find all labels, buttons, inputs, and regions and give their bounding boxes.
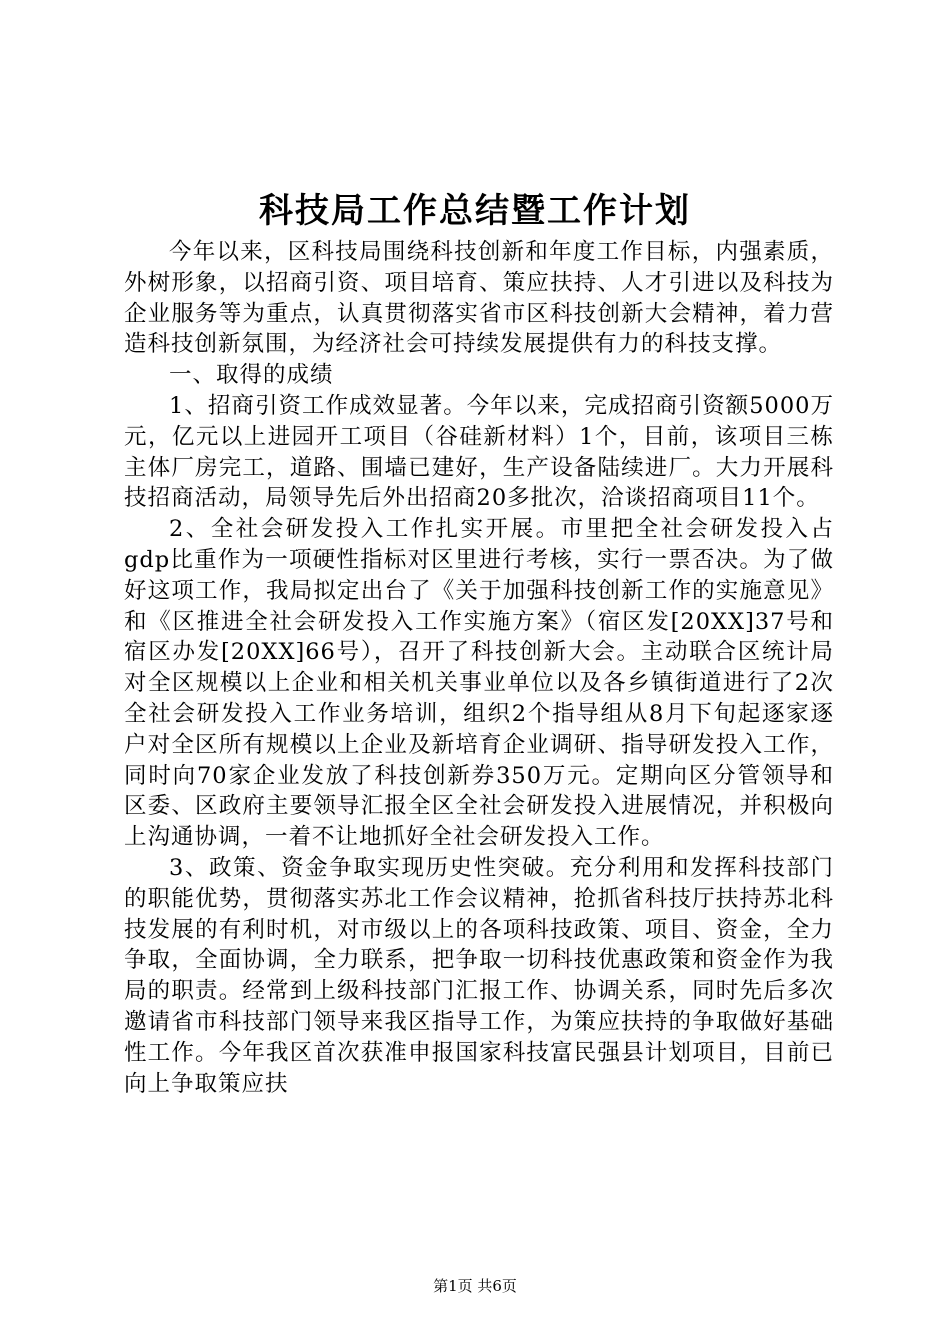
document-body xyxy=(124,237,834,1099)
paragraph-investment: 1、招商引资工作成效显著。今年以来，完成招商引资额5000万元，亿元以上进园开工项目（谷硅新材料）1个，目前，该项目三栋主体厂房完工，道路、围墙已建好，生产设备陆续进厂。大力开展科技招商活动，局领导先后外出招商20多批次，洽谈招商项目11个。 xyxy=(124,392,834,512)
document-title: 科技局工作总结暨工作计划 xyxy=(259,191,691,231)
section-heading: 一、取得的成绩 xyxy=(169,362,334,389)
page-footer: 第1页 共6页 xyxy=(433,1277,517,1295)
intro-paragraph: 今年以来，区科技局围绕科技创新和年度工作目标，内强素质，外树形象，以招商引资、项目培育、策应扶持、人才引进以及科技为企业服务等为重点，认真贯彻落实省市区科技创新大会精神，着力营造科技创新氛围，为经济社会可持续发展提供有力的科技支撑。 xyxy=(124,239,834,358)
paragraph-rnd-investment: 2、全社会研发投入工作扎实开展。市里把全社会研发投入占gdp比重作为一项硬性指标对区里进行考核，实行一票否决。为了做好这项工作，我局拟定出台了《关于加强科技创新工作的实施意见》和《区推进全社会研发投入工作实施方案》（宿区发[20XX]37号和宿区办发[20XX]66号），召开了科技创新大会。主动联合区统计局对全区规模以上企业和相关机关事业单位以及各乡镇街道进行了2次全社会研发投入工作业务培训，组织2个指导组从8月下旬起逐家逐户对全区所有规模以上企业及新培育企业调研、指导研发投入工作，同时向70家企业发放了科技创新券350万元。定期向区分管领导和区委、区政府主要领导汇报全区全社会研发投入进展情况，并积极向上沟通协调，一着不让地抓好全社会研发投入工作。 xyxy=(124,516,834,851)
paragraph-policy-funding: 3、政策、资金争取实现历史性突破。充分利用和发挥科技部门的职能优势，贯彻落实苏北工作会议精神，抢抓省科技厅扶持苏北科技发展的有利时机，对市级以上的各项科技政策、项目、资金，全力争取，全面协调，全力联系，把争取一切科技优惠政策和资金作为我局的职责。经常到上级科技部门汇报工作、协调关系，同时先后多次邀请省市科技部门领导来我区指导工作，为策应扶持的争取做好基础性工作。今年我区首次获准申报国家科技富民强县计划项目，目前已向上争取策应扶 xyxy=(124,854,834,1097)
